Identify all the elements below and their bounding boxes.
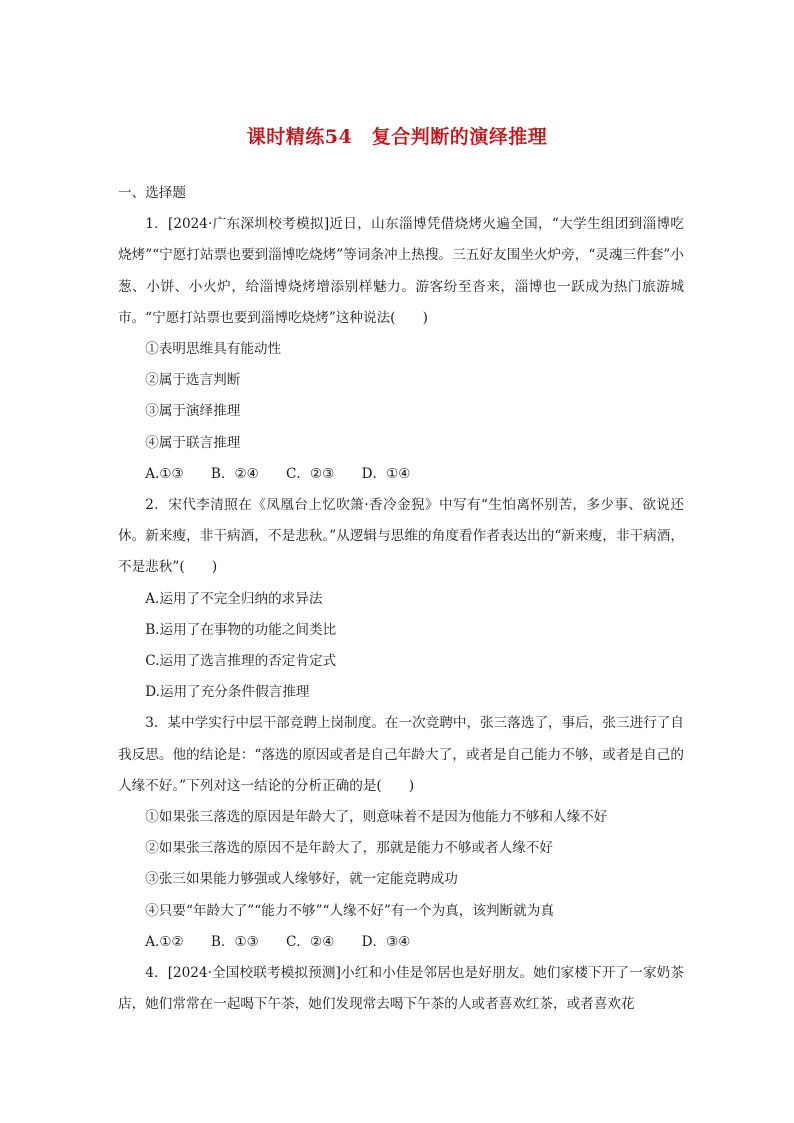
question-3-item: ③张三如果能力够强或人缘够好，就一定能竞聘成功 (145, 871, 458, 888)
question-2-option: B.运用了在事物的功能之间类比 (145, 621, 337, 638)
question-2-option: A.运用了不完全归纳的求异法 (145, 590, 323, 607)
question-1-item: ④属于联言推理 (145, 434, 241, 451)
question-1-stem: 1．[2024·广东深圳校考模拟]近日，山东淄博凭借烧烤火遍全国，“大学生组团到淄博吃烧烤”“宁愿打站票也要到淄博吃烧烤”等词条冲上热搜。三五好友围坐火炉旁，“灵魂三件套”小葱、小饼、小火炉，给淄博烧烤增添别样魅力。游客纷至沓来，淄博也一跃成为热门旅游城市。“宁愿打站票也要到淄博吃烧烤”这种说法( ) (118, 216, 684, 326)
question-2-option: C.运用了选言推理的否定肯定式 (145, 653, 337, 670)
question-1-item: ①表明思维具有能动性 (145, 341, 282, 358)
question-3-item: ①如果张三落选的原因是年龄大了，则意味着不是因为他能力不够和人缘不好 (145, 809, 608, 826)
question-4-stem: 4．[2024·全国校联考模拟预测]小红和小佳是邻居也是好朋友。她们家楼下开了一家奶茶店，她们常常在一起喝下午茶，她们发现常去喝下午茶的人或者喜欢红茶，或者喜欢花 (118, 965, 684, 1013)
question-3-item: ②如果张三落选的原因不是年龄大了，那就是能力不够或者人缘不好 (145, 840, 553, 857)
question-2-stem: 2．宋代李清照在《凤凰台上忆吹箫·香冷金猊》中写有“生怕离怀别苦，多少事、欲说还休。新来瘦，非干病酒，不是悲秋。”从逻辑与思维的角度看作者表达出的“新来瘦，非干病酒，不是悲秋”( ) (118, 497, 684, 576)
question-1-item: ③属于演绎推理 (145, 403, 241, 420)
question-2-option: D.运用了充分条件假言推理 (145, 684, 310, 701)
section-heading: 一、选择题 (118, 185, 186, 201)
question-3-choices: A.①② B．①③ C．②④ D．③④ (145, 933, 411, 950)
question-3-item: ④只要“年龄大了”“能力不够”“人缘不好”有一个为真，该判断就为真 (145, 902, 554, 919)
document-body (118, 178, 684, 1020)
question-1-choices: A.①③ B．②④ C．②③ D．①④ (145, 465, 411, 482)
question-1-item: ②属于选言判断 (145, 372, 241, 389)
question-3-stem: 3．某中学实行中层干部竞聘上岗制度。在一次竞聘中，张三落选了，事后，张三进行了自我反思。他的结论是：“落选的原因或者是自己年龄大了，或者是自己能力不够，或者是自己的人缘不好。”下列对这一结论的分析正确的是( ) (118, 715, 684, 794)
page-title: 课时精练54 复合判断的演绎推理 (246, 126, 548, 148)
